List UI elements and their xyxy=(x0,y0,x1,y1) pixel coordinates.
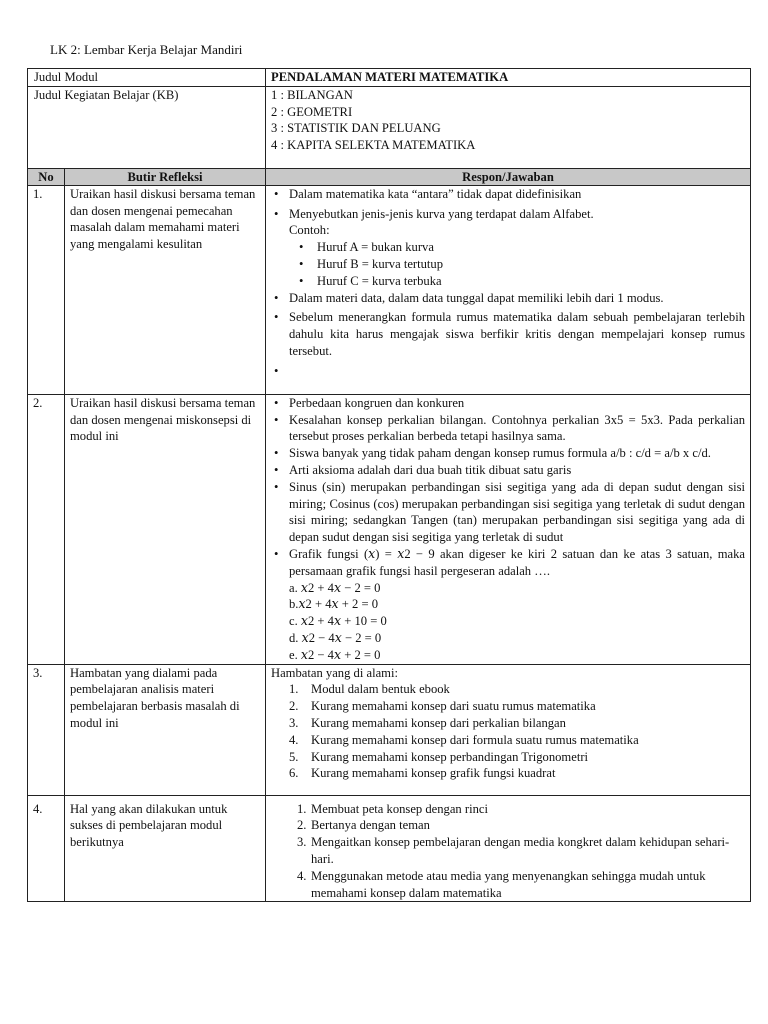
item-text: Kurang memahami konsep dari formula suatu rumus matematika xyxy=(311,732,639,747)
item-number: 1. xyxy=(289,682,299,697)
header-no: No xyxy=(28,168,65,185)
respon-item: • Sinus (sin) merupakan perbandingan sisi segitiga yang ada di depan sudut dengan sisi miring; Cosinus (cos) merupakan perbandingan sisi segitiga yang terletak di sudut dengan sisi miring; sedangkan Tangen (tan) merupakan perbandingan sisi segitiga yang ada di depan sudut dengan sisi segitiga yang terletak di sudut xyxy=(271,479,745,546)
item-text: Menggunakan metode atau media yang menyenangkan sehingga mudah untuk memahami konsep dalam matematika xyxy=(311,868,706,900)
butir-refleksi-text: Hambatan yang dialami pada pembelajaran analisis materi pembelajaran berbasis masalah di modul ini xyxy=(65,664,266,795)
document-title: LK 2: Lembar Kerja Belajar Mandiri xyxy=(50,42,243,57)
answer-options xyxy=(271,580,745,664)
table-row xyxy=(28,394,751,664)
respon-item: • Grafik fungsi (𝑥) = 𝑥2 − 9 akan digeser ke kiri 2 satuan dan ke atas 3 satuan, maka persamaan grafik fungsi hasil pergeseran adalah …. xyxy=(271,546,745,580)
item-number: 1. xyxy=(297,801,307,816)
table-header-row xyxy=(28,168,751,185)
respon-item: • Siswa banyak yang tidak paham dengan konsep rumus formula a/b : c/d = a/b x c/d. xyxy=(271,445,745,462)
hambatan-list xyxy=(271,681,745,782)
respon-list xyxy=(271,395,745,580)
rencana-item xyxy=(271,868,745,902)
respon-cell xyxy=(266,795,751,902)
respon-list xyxy=(271,186,745,360)
respon-item: • Arti aksioma adalah dari dua buah titik dibuat satu garis xyxy=(271,462,745,479)
curve-example: • Huruf A = bukan kurva xyxy=(289,239,745,256)
respon-item: • Perbedaan kongruen dan konkuren xyxy=(271,395,745,412)
contoh-label: Contoh: xyxy=(289,223,330,238)
hambatan-item xyxy=(271,698,745,715)
table-row xyxy=(28,795,751,902)
kb-list xyxy=(266,86,751,168)
row-number: 2. xyxy=(28,394,65,664)
item-number: 3. xyxy=(297,835,307,850)
respon-cell xyxy=(266,185,751,394)
answer-option: d. 𝑥2 − 4𝑥 − 2 = 0 xyxy=(289,630,382,645)
rencana-list xyxy=(271,801,745,902)
hambatan-item xyxy=(271,749,745,766)
kb-item: 2 : GEOMETRI xyxy=(271,104,353,119)
respon-item: • Dalam matematika kata “antara” tidak dapat didefinisikan xyxy=(271,186,745,203)
kegiatan-belajar-row xyxy=(28,86,751,168)
judul-modul-label: Judul Modul xyxy=(28,69,266,87)
answer-option: b.𝑥2 + 4𝑥 + 2 = 0 xyxy=(289,597,379,612)
table-row xyxy=(28,664,751,795)
respon-item: • Kesalahan konsep perkalian bilangan. Contohnya perkalian 3x5 = 5x3. Pada perkalian tersebut proses perkalian berbeda tetapi hasilnya sama. xyxy=(271,412,745,446)
header-butir-refleksi: Butir Refleksi xyxy=(65,168,266,185)
hambatan-item xyxy=(271,732,745,749)
item-number: 3. xyxy=(289,715,299,730)
butir-refleksi-text: Uraikan hasil diskusi bersama teman dan dosen mengenai miskonsepsi di modul ini xyxy=(65,394,266,664)
answer-option: a. 𝑥2 + 4𝑥 − 2 = 0 xyxy=(289,580,381,595)
kb-item: 4 : KAPITA SELEKTA MATEMATIKA xyxy=(271,138,476,153)
lembar-kerja-table xyxy=(27,68,751,902)
butir-refleksi-text: Uraikan hasil diskusi bersama teman dan dosen mengenai pemecahan masalah dalam memahami materi yang mengalami kesulitan xyxy=(65,185,266,394)
table-row xyxy=(28,185,751,394)
item-number: 5. xyxy=(289,749,299,764)
butir-refleksi-text: Hal yang akan dilakukan untuk sukses di pembelajaran modul berikutnya xyxy=(65,795,266,902)
answer-option: c. 𝑥2 + 4𝑥 + 10 = 0 xyxy=(289,614,387,629)
item-number: 2. xyxy=(289,699,299,714)
rencana-item xyxy=(271,801,745,818)
item-text: Kurang memahami konsep grafik fungsi kuadrat xyxy=(311,766,556,781)
rencana-item xyxy=(271,834,745,868)
item-number: 4. xyxy=(289,732,299,747)
hambatan-intro: Hambatan yang di alami: xyxy=(271,665,398,680)
judul-modul-value: PENDALAMAN MATERI MATEMATIKA xyxy=(266,69,751,87)
answer-option: e. 𝑥2 − 4𝑥 + 2 = 0 xyxy=(289,647,381,662)
hambatan-item xyxy=(271,715,745,732)
item-text: Kurang memahami konsep dari perkalian bilangan xyxy=(311,715,566,730)
header-respon-jawaban: Respon/Jawaban xyxy=(266,168,751,185)
respon-cell xyxy=(266,664,751,795)
row-number: 3. xyxy=(28,664,65,795)
item-text: Kurang memahami konsep dari suatu rumus matematika xyxy=(311,699,596,714)
respon-cell xyxy=(266,394,751,664)
curve-example: • Huruf B = kurva tertutup xyxy=(289,256,745,273)
item-text: Bertanya dengan teman xyxy=(311,818,430,833)
hambatan-item xyxy=(271,765,745,782)
respon-item-text: Menyebutkan jenis-jenis kurva yang terdapat dalam Alfabet. xyxy=(289,206,594,221)
kb-label: Judul Kegiatan Belajar (KB) xyxy=(28,86,266,168)
hambatan-item xyxy=(271,681,745,698)
respon-item: • Sebelum menerangkan formula rumus matematika dalam sebuah pembelajaran terlebih dahulu kita harus mengajak siswa berfikir kritis dengan mempelajari konsep rumus tersebut. xyxy=(271,309,745,359)
respon-item xyxy=(271,206,745,290)
kb-item: 1 : BILANGAN xyxy=(271,87,353,102)
curve-example: • Huruf C = kurva terbuka xyxy=(289,273,745,290)
item-text: Mengaitkan konsep pembelajaran dengan media kongkret dalam kehidupan sehari-hari. xyxy=(311,835,730,866)
rencana-item xyxy=(271,817,745,834)
row-number: 1. xyxy=(28,185,65,394)
item-text: Modul dalam bentuk ebook xyxy=(311,682,450,697)
item-text: Kurang memahami konsep perbandingan Trigonometri xyxy=(311,749,589,764)
respon-item: • Dalam materi data, dalam data tunggal dapat memiliki lebih dari 1 modus. xyxy=(271,290,745,307)
item-number: 4. xyxy=(297,868,307,883)
judul-modul-row xyxy=(28,69,751,87)
item-number: 2. xyxy=(297,818,307,833)
curve-example-list xyxy=(289,239,745,289)
item-number: 6. xyxy=(289,766,299,781)
row-number: 4. xyxy=(28,795,65,902)
kb-item: 3 : STATISTIK DAN PELUANG xyxy=(271,121,441,136)
item-text: Membuat peta konsep dengan rinci xyxy=(311,801,488,816)
